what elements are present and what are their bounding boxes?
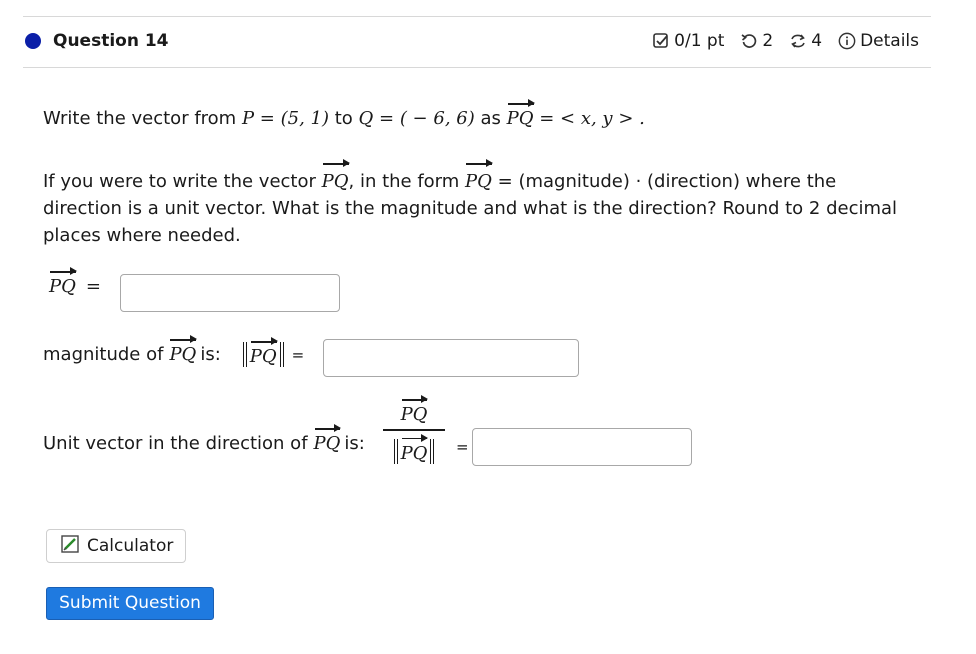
attempts-text: 4	[811, 31, 823, 51]
status-dot	[25, 33, 41, 49]
retry-icon	[740, 32, 758, 50]
equals-sign: =	[85, 276, 101, 297]
vector-pq-label: PQ	[49, 276, 76, 297]
prompt2-text-b: , in the form	[348, 171, 460, 192]
attempts-icon	[789, 32, 807, 50]
vector-pq: PQ	[313, 433, 341, 454]
calculator-button[interactable]	[46, 529, 186, 563]
prompt-text-as: as	[480, 108, 501, 129]
vector-pq: PQ	[322, 168, 349, 195]
prompt-text-to: to	[334, 108, 353, 129]
unit-vector-label: Unit vector in the direction of	[43, 433, 308, 454]
equals-sign: =	[291, 345, 305, 364]
is-label: is:	[344, 433, 365, 454]
magnitude-label: magnitude of	[43, 344, 164, 365]
prompt2-text-c: = (magnitude) · (direction) where the direction is a unit vector. What is the magnitude and what is the direction? Round to 2 decimal places where needed.	[43, 171, 898, 246]
unit-vector-row	[43, 433, 365, 454]
vector-answer-row	[43, 276, 101, 297]
norm-expression	[243, 342, 284, 367]
is-label: is:	[200, 344, 221, 365]
question-header	[23, 16, 931, 68]
fraction-denominator: PQ	[400, 442, 428, 464]
equals-sign: =	[456, 438, 469, 456]
question-meta	[652, 31, 919, 51]
prompt-text: Write the vector from	[43, 108, 237, 129]
magnitude-row	[43, 342, 304, 367]
magnitude-input[interactable]	[323, 339, 579, 377]
point-p: P = (5, 1)	[241, 108, 329, 129]
prompt2-text-a: If you were to write the vector	[43, 171, 316, 192]
question-title: Question 14	[53, 31, 169, 51]
details-link[interactable]: Details	[860, 31, 919, 51]
point-q: Q = ( − 6, 6)	[358, 108, 475, 129]
vector-pq: PQ	[465, 168, 492, 195]
prompt-paragraph-2	[43, 168, 903, 249]
calculator-icon	[61, 535, 79, 558]
vector-pq: PQ	[169, 344, 197, 365]
vector-pq: PQ	[249, 346, 277, 367]
retries-text: 2	[762, 31, 774, 51]
checkbox-icon	[652, 32, 670, 50]
prompt-line-1	[43, 108, 645, 129]
calculator-label: Calculator	[87, 536, 174, 556]
unit-vector-fraction	[383, 404, 445, 464]
submit-question-button[interactable]: Submit Question	[46, 587, 214, 620]
vector-input[interactable]	[120, 274, 340, 312]
vector-pq: PQ	[506, 108, 534, 129]
component-form: = < x, y > .	[539, 108, 645, 129]
info-icon[interactable]	[838, 32, 856, 50]
unit-vector-input[interactable]	[472, 428, 692, 466]
fraction-numerator: PQ	[400, 404, 428, 425]
points-text: 0/1 pt	[674, 31, 725, 51]
